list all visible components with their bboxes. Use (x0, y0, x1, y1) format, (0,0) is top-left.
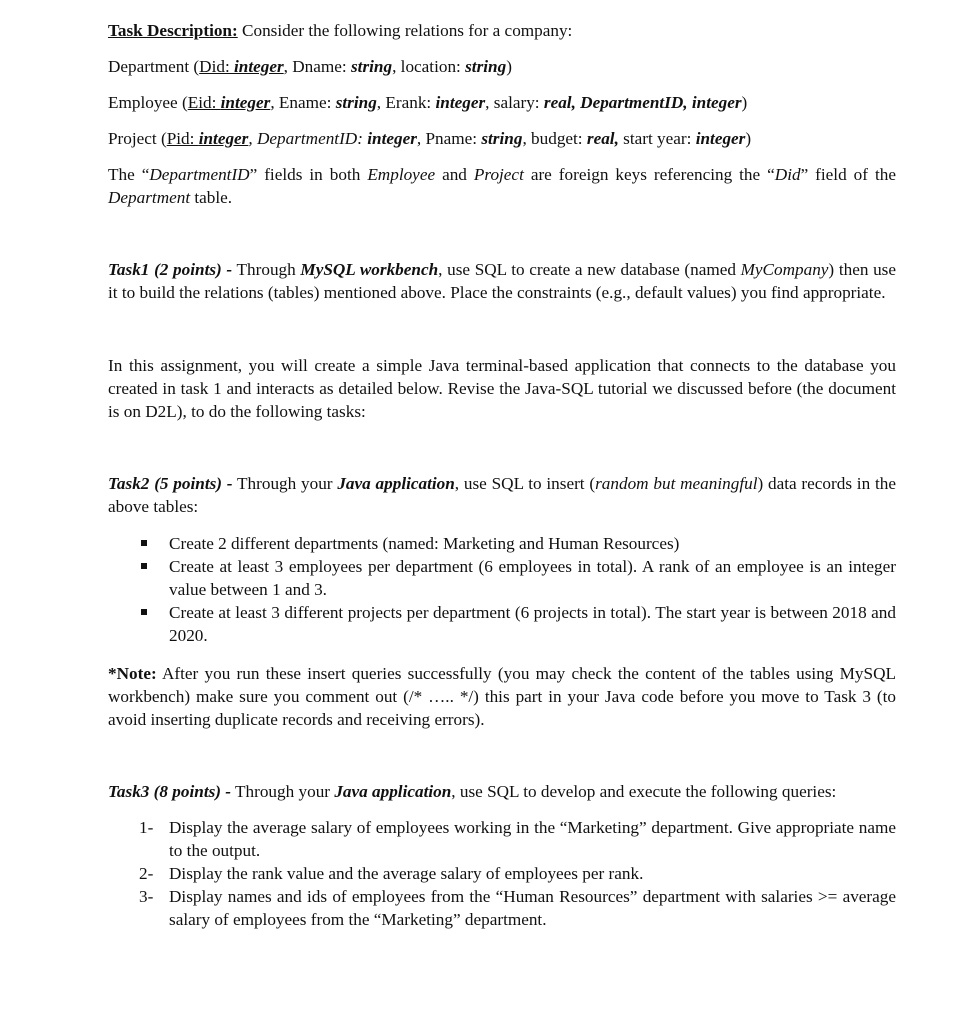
task2-text: Through your (232, 474, 338, 493)
task3-query-list (108, 816, 896, 931)
task2-heading: Task2 (5 points) - (108, 474, 233, 493)
field-type: integer (695, 129, 746, 148)
fk-text: ” fields in both (249, 165, 368, 184)
field-label: , DepartmentID: (248, 129, 368, 148)
key-label: Did: (199, 57, 235, 76)
list-item (108, 816, 896, 862)
foreign-key-field: DepartmentID, integer (575, 93, 742, 112)
key-label: Eid: (187, 93, 221, 112)
primary-key (188, 93, 271, 112)
field-label: , Ename: (270, 93, 336, 112)
field-label: , Erank: (376, 93, 436, 112)
note-text: After you run these insert queries successfully (you may check the content of the tables using MySQL workbench) make sure you comment out (/* ….. */) this part in your Java code before you move to Task 3 (to avoid inserting duplicate records and receiving errors). (108, 664, 896, 729)
fk-term: Project (473, 165, 524, 184)
task2-bullet-list (108, 532, 896, 647)
fk-term: DepartmentID (149, 165, 250, 184)
field-label: start year: (618, 129, 696, 148)
task-description-heading: Task Description: (108, 21, 238, 40)
task2-paragraph (108, 472, 896, 518)
bullet-icon (141, 609, 147, 615)
list-item (108, 532, 896, 555)
primary-key (199, 57, 284, 76)
bullet-icon (141, 563, 147, 569)
task2-tool: Java application (337, 474, 455, 493)
field-label: , salary: (485, 93, 544, 112)
field-type: string (465, 57, 507, 76)
note-paragraph (108, 662, 896, 731)
list-item-text: Display the rank value and the average salary of employees per rank. (169, 864, 644, 883)
paren: ) (741, 93, 748, 112)
task3-text: Through your (231, 782, 335, 801)
task1-tool: MySQL workbench (300, 260, 439, 279)
list-item (108, 862, 896, 885)
task1-text: , use SQL to create a new database (named (438, 260, 741, 279)
task1-heading: Task1 (2 points) - (108, 260, 233, 279)
task3-heading: Task3 (8 points) - (108, 782, 232, 801)
task-description-intro: Consider the following relations for a company: (237, 21, 573, 40)
task3-paragraph (108, 780, 896, 803)
list-item-text: Create at least 3 different projects per department (6 projects in total). The start year is between 2018 and 2020. (169, 603, 896, 645)
fk-text: table. (190, 188, 233, 207)
list-item (108, 601, 896, 647)
task1-dbname: MyCompany (740, 260, 829, 279)
list-item-text: Display names and ids of employees from the “Human Resources” department with salaries >= average salary of employees from the “Marketing” department. (169, 887, 896, 929)
task2-text: , use SQL to insert ( (454, 474, 596, 493)
fk-text: are foreign keys referencing the “ (523, 165, 775, 184)
primary-key (167, 129, 249, 148)
task1-text: ) then use it to build the relations (tables) mentioned above. Place the constraints (e.g., default values) you find appropriate. (108, 260, 896, 302)
relation-name: Department ( (108, 57, 200, 76)
relation-employee (108, 91, 896, 114)
list-item (108, 555, 896, 601)
field-label: , Pname: (416, 129, 482, 148)
task3-tool: Java application (334, 782, 452, 801)
field-type: integer (435, 93, 486, 112)
fk-term: Did (774, 165, 801, 184)
field-type: string (350, 57, 393, 76)
field-type: integer (367, 129, 417, 148)
task1-text: Through (232, 260, 301, 279)
task1-paragraph (108, 258, 896, 304)
foreign-key-paragraph (108, 163, 896, 209)
relation-department (108, 55, 896, 78)
list-number: 2- (139, 864, 154, 883)
field-type: string (335, 93, 377, 112)
relation-name: Employee ( (108, 93, 188, 112)
fk-text: ” field of the (800, 165, 896, 184)
list-item (108, 885, 896, 931)
field-label: , budget: (522, 129, 587, 148)
document (108, 18, 896, 931)
note-label: *Note: (108, 664, 157, 683)
list-item-text: Create at least 3 employees per department (6 employees in total). A rank of an employee is an integer value between 1 and 3. (169, 557, 896, 599)
bullet-icon (141, 540, 147, 546)
field-type: real, (586, 129, 619, 148)
assignment-intro: In this assignment, you will create a simple Java terminal-based application that connects to the database you created in task 1 and interacts as detailed below. Revise the Java-SQL tutorial we discussed before (the document is on D2L), to do the following tasks: (108, 356, 896, 421)
key-type: integer (220, 93, 271, 112)
field-label: , location: (392, 57, 466, 76)
fk-text: The “ (108, 165, 150, 184)
list-number: 1- (139, 818, 154, 837)
relation-project (108, 127, 896, 150)
fk-term: Employee (367, 165, 436, 184)
key-label: Pid: (166, 129, 199, 148)
fk-term: Department (108, 188, 191, 207)
relation-name: Project ( (108, 129, 167, 148)
field-label: , Dname: (283, 57, 351, 76)
task-description-line (108, 19, 896, 42)
paren: ) (506, 57, 512, 76)
list-item-text: Create 2 different departments (named: Marketing and Human Resources) (169, 534, 680, 553)
task3-text: , use SQL to develop and execute the following queries: (451, 782, 837, 801)
field-type: string (481, 129, 523, 148)
list-item-text: Display the average salary of employees working in the “Marketing” department. Give appropriate name to the output. (169, 818, 896, 860)
fk-text: and (435, 165, 474, 184)
key-type: integer (198, 129, 249, 148)
task2-text: ) data records in the above tables: (108, 474, 896, 516)
key-type: integer (234, 57, 284, 76)
paren: ) (745, 129, 752, 148)
list-number: 3- (139, 887, 154, 906)
field-type: real, (543, 93, 576, 112)
task2-qualifier: random but meaningful (595, 474, 758, 493)
